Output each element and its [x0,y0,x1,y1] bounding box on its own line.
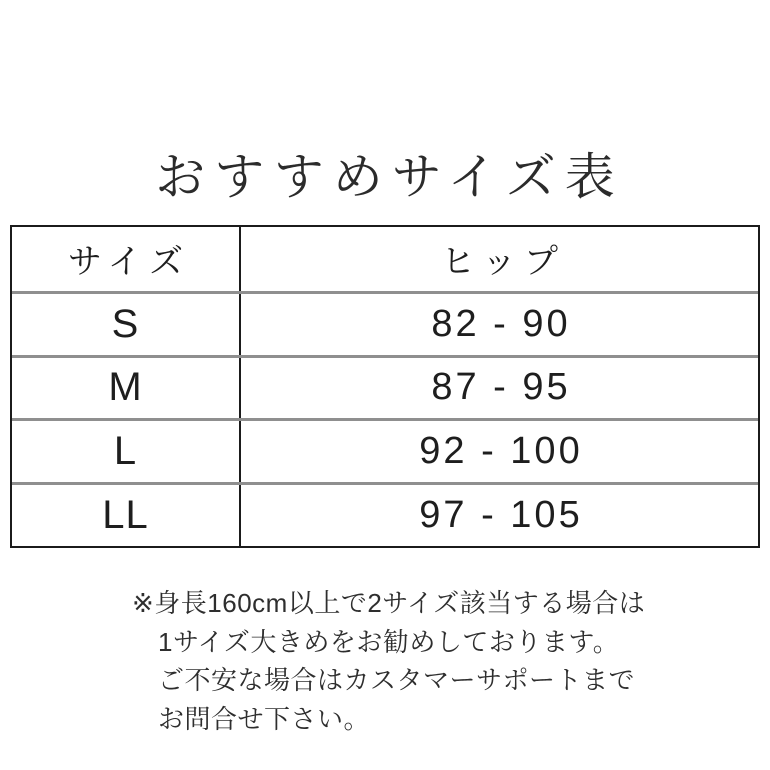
page-title: おすすめサイズ表 [155,148,624,205]
size-label: LL [12,485,241,546]
table-row-ll [12,482,758,546]
size-label: M [12,358,241,419]
footnote-line-3: ご不安な場合はカスタマーサポートまで [158,665,636,695]
table-row-s [12,291,758,355]
footnote-line-4: お問合せ下さい。 [158,703,371,734]
footnote [132,584,645,738]
size-label: L [12,421,241,482]
size-label: S [12,294,241,355]
table-row-m [12,355,758,419]
hip-range: 87 - 95 [431,366,571,409]
column-header-hip: ヒップ [441,243,566,282]
table-header-row [12,227,758,291]
column-header-size: サイズ [12,227,241,291]
hip-range: 92 - 100 [419,430,583,473]
hip-range: 97 - 105 [419,494,583,537]
hip-range: 82 - 90 [431,302,571,345]
footnote-line-2: 1サイズ大きめをお勧めしております。 [158,626,620,657]
table-row-l [12,418,758,482]
footnote-line-1: ※身長160cm以上で2サイズ該当する場合は [132,588,646,618]
size-table [10,225,760,548]
